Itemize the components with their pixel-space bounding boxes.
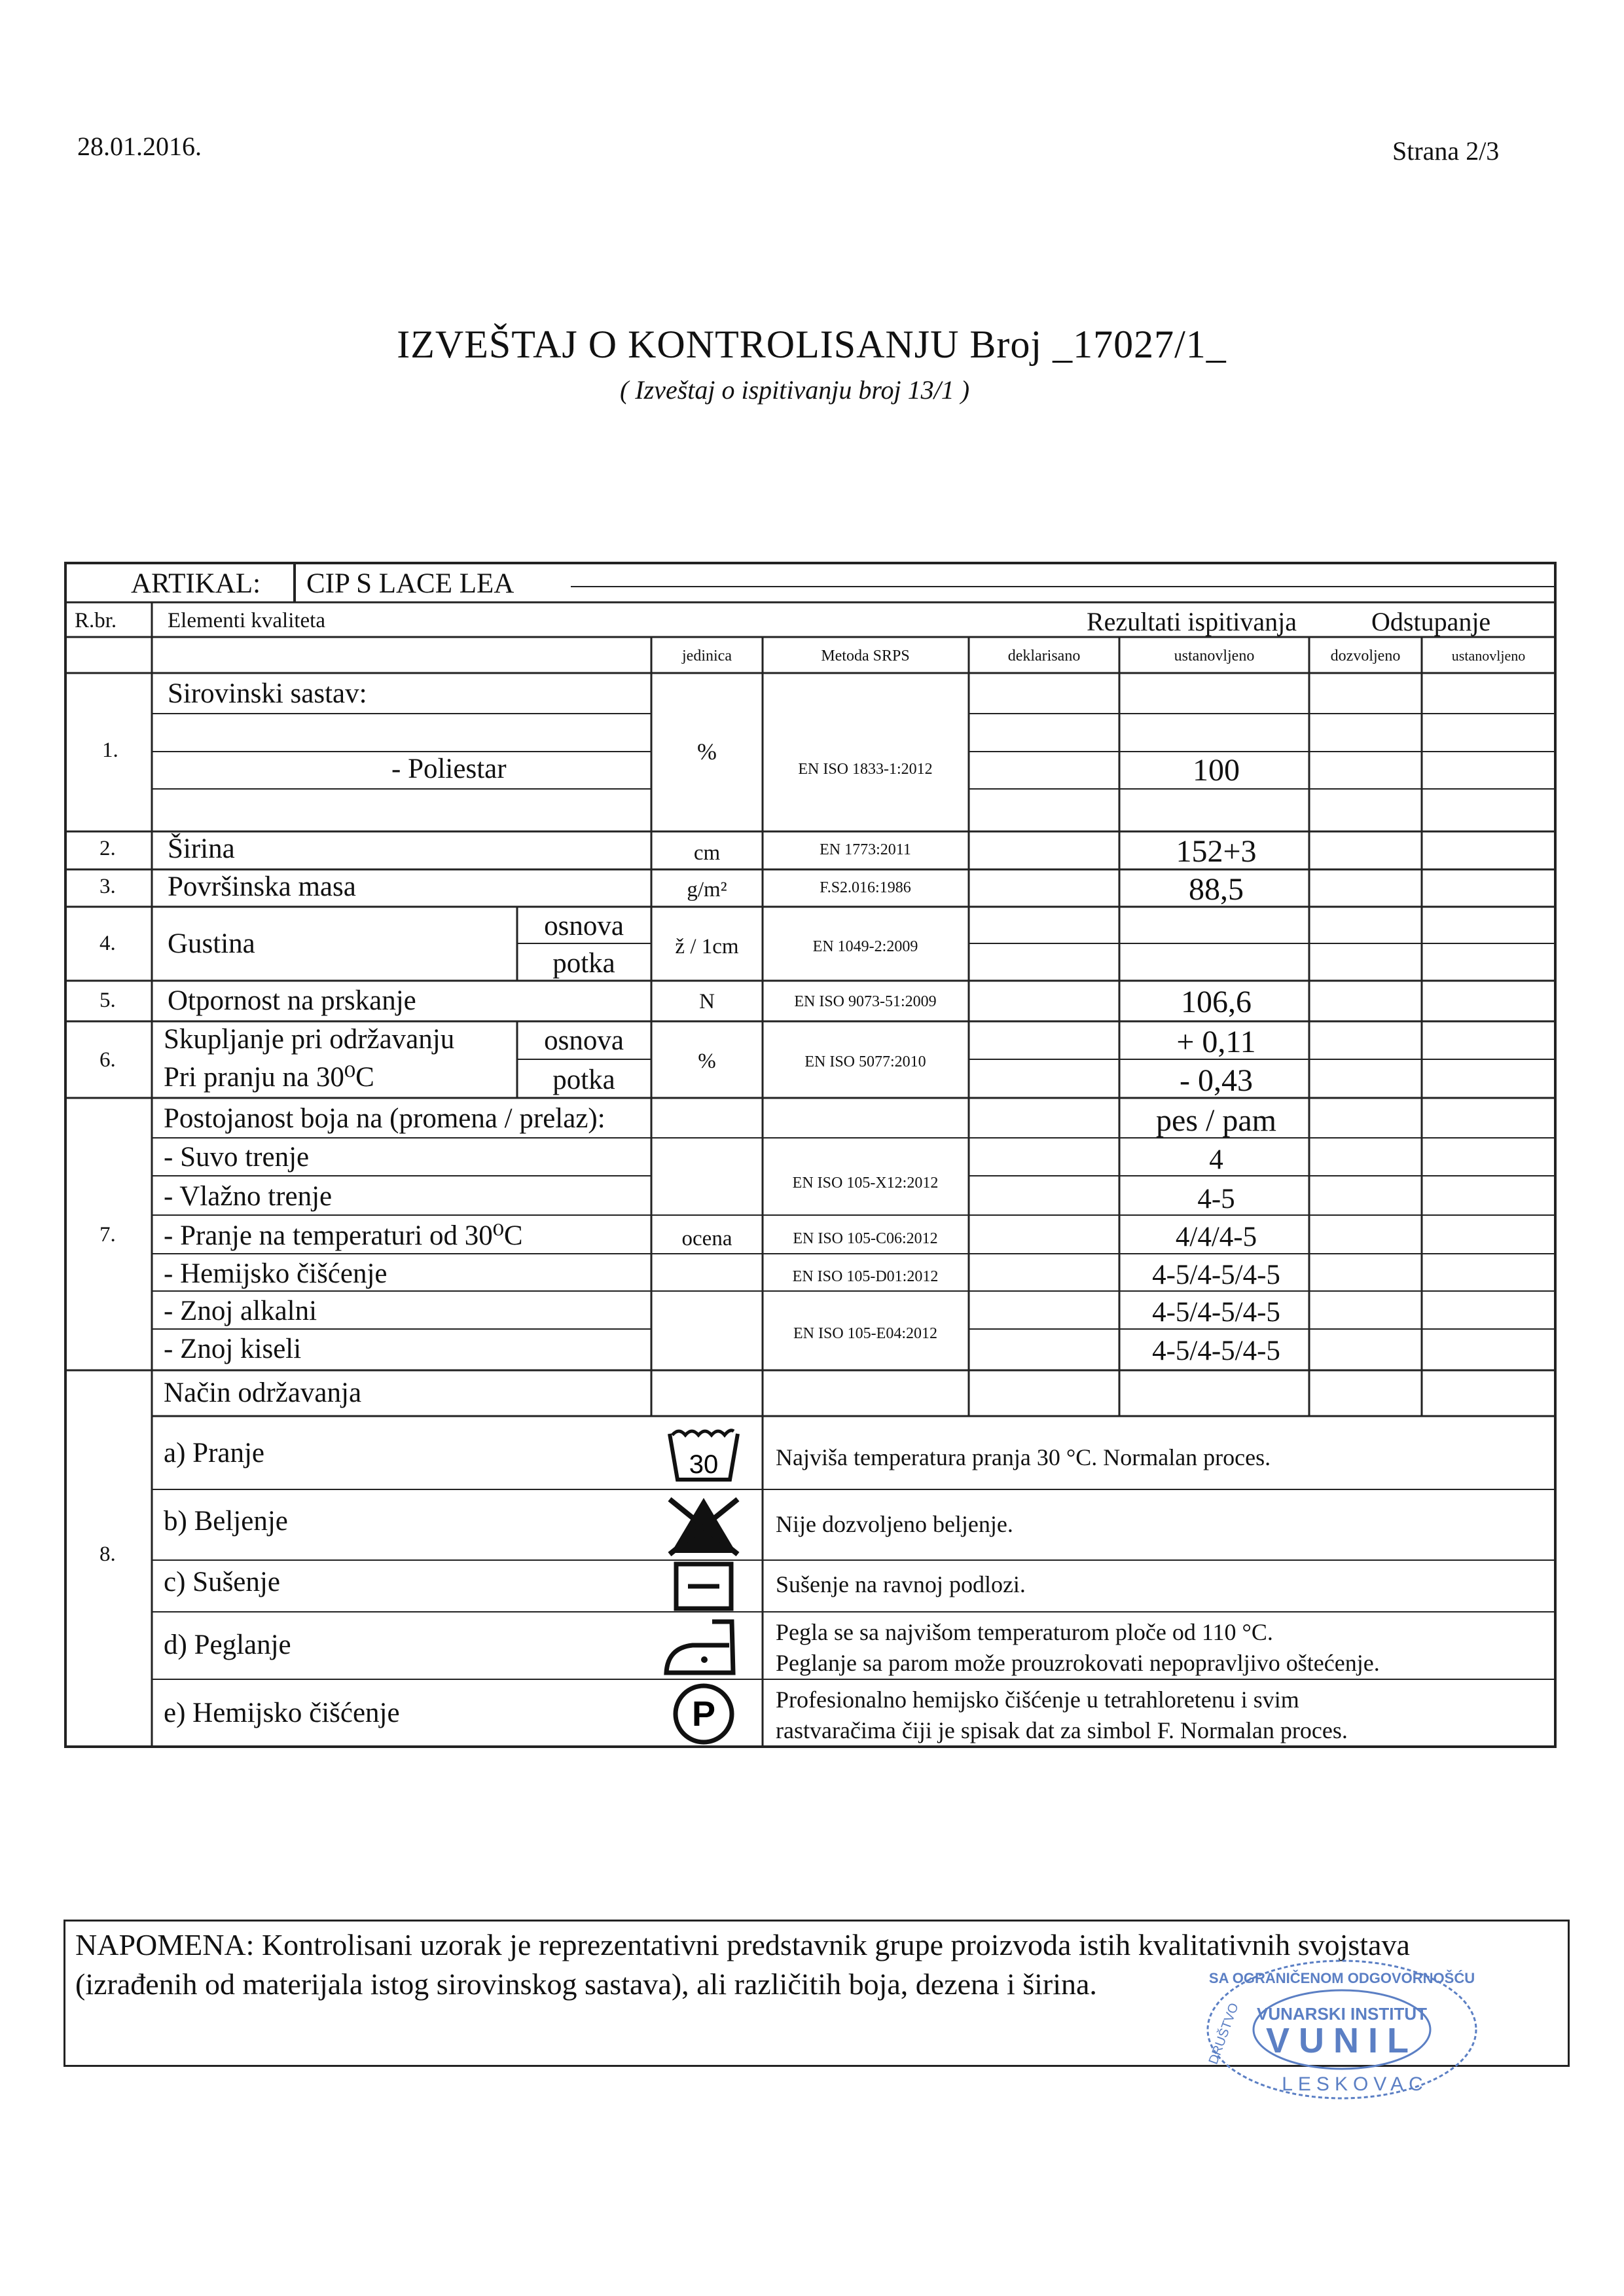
row-value: 100 <box>1193 753 1240 788</box>
svg-text:LESKOVAC: LESKOVAC <box>1282 2073 1428 2095</box>
fastness-value: 4/4/4-5 <box>1175 1222 1257 1252</box>
row-method: F.S2.016:1986 <box>820 879 911 896</box>
fastness-item: - Znoj alkalni <box>164 1296 317 1326</box>
note-line-1: NAPOMENA: Kontrolisani uzorak je reprezentativni predstavnik grupe proizvoda istih kvalitativnih svojstava <box>75 1928 1410 1961</box>
care-label: a) Pranje <box>164 1438 265 1468</box>
fastness-value: 4-5/4-5/4-5 <box>1152 1297 1280 1328</box>
row-value: 106,6 <box>1181 985 1252 1019</box>
document-date: 28.01.2016. <box>77 132 202 161</box>
svg-text:VUNARSKI INSTITUT: VUNARSKI INSTITUT <box>1257 2004 1427 2024</box>
row-method: EN ISO 1833-1:2012 <box>798 761 933 778</box>
col-ustanovljeno-odst: ustanovljeno <box>1451 647 1526 664</box>
row-value: 88,5 <box>1189 872 1244 907</box>
row-method: EN ISO 5077:2010 <box>804 1053 926 1070</box>
row-number: 8. <box>99 1542 116 1566</box>
row-number: 2. <box>99 837 116 860</box>
row-value-1: + 0,11 <box>1176 1025 1256 1059</box>
row-subname: - Poliestar <box>391 754 507 784</box>
svg-text:SA OGRANIČENOM ODGOVORNOŠĆU: SA OGRANIČENOM ODGOVORNOŠĆU <box>1208 1970 1475 1986</box>
row-unit: N <box>699 990 715 1013</box>
fastness-item: - Suvo trenje <box>164 1142 310 1173</box>
row-unit: cm <box>693 841 721 865</box>
row-method: EN 1049-2:2009 <box>812 938 918 955</box>
fastness-value: 4-5 <box>1197 1184 1235 1214</box>
row-unit: % <box>697 738 717 765</box>
note-line-2: (izrađenih od materijala istog sirovinskog sastava), ali različitih boja, dezena i širina. <box>75 1967 1097 2001</box>
row-name: Skupljanje pri održavanju <box>164 1024 455 1055</box>
row-potka: potka <box>552 1065 615 1095</box>
row-name: Otpornost na prskanje <box>168 985 416 1016</box>
article-value: CIP S LACE LEA <box>306 568 514 599</box>
col-deklarisano: deklarisano <box>1007 647 1081 665</box>
col-odstupanje: Odstupanje <box>1371 607 1491 636</box>
row-unit: g/m² <box>687 878 727 902</box>
care-label: b) Beljenje <box>164 1506 288 1537</box>
fastness-item: - Vlažno trenje <box>164 1181 333 1212</box>
care-label: e) Hemijsko čišćenje <box>164 1698 400 1728</box>
fastness-item: - Hemijsko čišćenje <box>164 1258 388 1289</box>
row-name: Postojanost boja na (promena / prelaz): <box>164 1103 605 1134</box>
row-method: EN ISO 105-E04:2012 <box>793 1325 937 1342</box>
row-number: 5. <box>99 989 116 1012</box>
care-text: Sušenje na ravnoj podlozi. <box>776 1571 1026 1597</box>
article-label: ARTIKAL: <box>131 568 261 599</box>
washtub-30-icon <box>664 1422 743 1487</box>
care-text-2: rastvaračima čiji je spisak dat za simbol F. Normalan proces. <box>776 1717 1348 1743</box>
row-number: 4. <box>99 932 116 955</box>
page-title: IZVEŠTAJ O KONTROLISANJU Broj _17027/1_ <box>397 323 1227 366</box>
svg-text:DRUŠTVO: DRUŠTVO <box>1206 2001 1242 2067</box>
row-method: EN ISO 105-C06:2012 <box>793 1230 938 1247</box>
row-method: EN ISO 105-X12:2012 <box>792 1175 939 1192</box>
svg-text:30: 30 <box>689 1450 719 1479</box>
row-method: EN 1773:2011 <box>820 841 911 858</box>
iron-one-dot-icon <box>660 1615 745 1681</box>
care-text: Najviša temperatura pranja 30 °C. Normalan proces. <box>776 1444 1271 1470</box>
fastness-item: - Znoj kiseli <box>164 1334 302 1364</box>
col-metoda: Metoda SRPS <box>821 647 910 665</box>
fastness-value: 4 <box>1209 1144 1223 1175</box>
col-rezultati: Rezultati ispitivanja <box>1087 607 1297 636</box>
row-name-2: Pri pranju na 30⁰C <box>164 1062 374 1093</box>
row-number: 1. <box>102 738 118 762</box>
svg-text:VUNIL: VUNIL <box>1266 2021 1418 2060</box>
care-text: Nije dozvoljeno beljenje. <box>776 1511 1013 1537</box>
fastness-value: 4-5/4-5/4-5 <box>1152 1336 1280 1366</box>
row-unit: ocena <box>681 1227 732 1250</box>
row-name: Površinska masa <box>168 871 356 902</box>
row-legend: pes / pam <box>1156 1103 1276 1138</box>
dry-clean-p-icon <box>671 1681 736 1747</box>
row-number: 3. <box>99 875 116 898</box>
fastness-value: 4-5/4-5/4-5 <box>1152 1260 1280 1290</box>
col-dozvoljeno: dozvoljeno <box>1330 647 1401 665</box>
svg-text:P: P <box>691 1694 716 1734</box>
care-label: c) Sušenje <box>164 1567 280 1597</box>
row-osnova: osnova <box>544 911 624 941</box>
row-method: EN ISO 105-D01:2012 <box>792 1268 939 1285</box>
row-unit: ž / 1cm <box>675 935 739 958</box>
care-text-2: Peglanje sa parom može prouzrokovati nepopravljivo oštećenje. <box>776 1650 1380 1676</box>
row-potka: potka <box>552 948 615 979</box>
page-subtitle: ( Izveštaj o ispitivanju broj 13/1 ) <box>619 375 970 405</box>
no-bleach-icon <box>664 1493 743 1558</box>
col-elementi: Elementi kvaliteta <box>168 609 325 632</box>
row-number: 7. <box>99 1223 116 1247</box>
row-number: 6. <box>99 1048 116 1072</box>
row-osnova: osnova <box>544 1025 624 1056</box>
row-value: 152+3 <box>1176 834 1257 869</box>
care-text: Profesionalno hemijsko čišćenje u tetrahloretenu i svim <box>776 1686 1299 1713</box>
col-rbr: R.br. <box>75 609 117 632</box>
row-value-2: - 0,43 <box>1180 1063 1253 1098</box>
care-text: Pegla se sa najvišom temperaturom ploče od 110 °C. <box>776 1619 1273 1645</box>
page-number: Strana 2/3 <box>1392 136 1500 166</box>
care-label: d) Peglanje <box>164 1630 291 1660</box>
row-unit: % <box>698 1049 716 1073</box>
institute-stamp <box>1198 1954 1486 2105</box>
flat-dry-icon <box>671 1561 736 1611</box>
col-jedinica: jedinica <box>682 647 732 665</box>
row-name: Način održavanja <box>164 1377 362 1408</box>
row-name: Sirovinski sastav: <box>168 678 367 709</box>
fastness-item: - Pranje na temperaturi od 30⁰C <box>164 1220 523 1251</box>
row-method: EN ISO 9073-51:2009 <box>794 993 937 1010</box>
col-ustanovljeno: ustanovljeno <box>1174 647 1255 665</box>
row-name: Širina <box>168 833 235 864</box>
row-name: Gustina <box>168 928 255 959</box>
